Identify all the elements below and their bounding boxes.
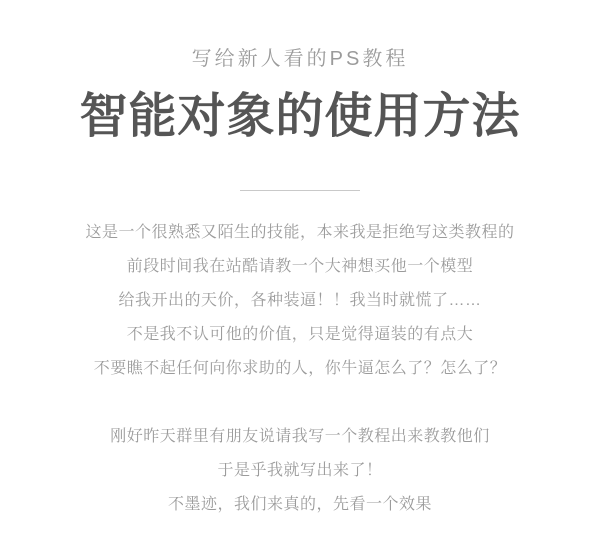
page-title: 智能对象的使用方法	[79, 90, 521, 143]
text-line: 刚好昨天群里有朋友说请我写一个教程出来教教他们	[110, 428, 490, 445]
text-line: 前段时间我在站酷请教一个大神想买他一个模型	[126, 258, 474, 275]
page-subtitle: 写给新人看的PS教程	[191, 48, 409, 70]
divider-line	[240, 190, 360, 191]
intro-paragraph	[0, 216, 600, 386]
text-line: 不是我不认可他的价值，只是觉得逼装的有点大	[126, 326, 474, 343]
text-line: 不要瞧不起任何向你求助的人，你牛逼怎么了？怎么了？	[93, 360, 507, 377]
text-line: 于是乎我就写出来了！	[217, 462, 383, 479]
text-line: 这是一个很熟悉又陌生的技能，本来我是拒绝写这类教程的	[85, 224, 515, 241]
text-line: 不墨迹，我们来真的，先看一个效果	[167, 496, 432, 513]
text-line: 给我开出的天价，各种装逼！！我当时就慌了……	[118, 292, 482, 309]
closing-paragraph	[0, 420, 600, 522]
